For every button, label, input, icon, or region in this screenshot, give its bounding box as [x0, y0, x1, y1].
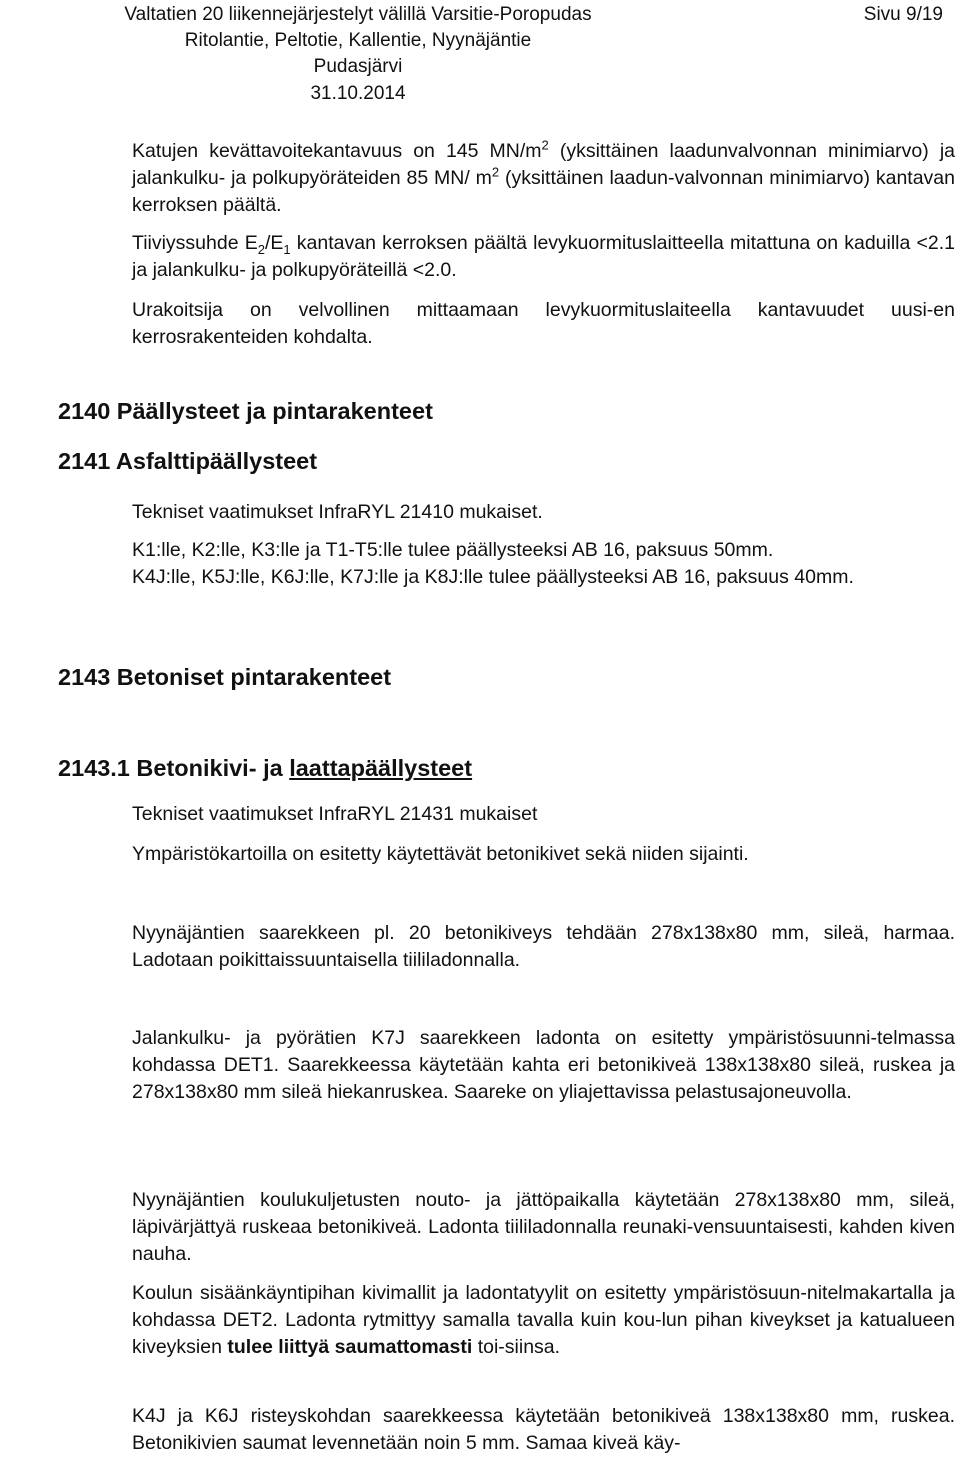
paragraph-2143-school-entrance: Koulun sisäänkäyntipihan kivimallit ja ladontatyylit on esitetty ympäristösuun-nitelmakartalla ja kohdassa DET2. Ladonta rytmittyy samalla tavalla kuin kou-lun pihan kiveykset ja katualueen kiveyksien tulee liittyä saumattomasti toi-siinsa. [132, 1282, 955, 1358]
paragraph-2141-k4j-k8j: K4J:lle, K5J:lle, K6J:lle, K7J:lle ja K8J:lle tulee päällysteeksi AB 16, paksuus 40mm. [132, 566, 854, 588]
doc-date: 31.10.2014 [310, 83, 406, 104]
paragraph-2143-requirements: Tekniset vaatimukset InfraRYL 21431 mukaiset [132, 803, 538, 825]
paragraph-2143-school-transport: Nyynäjäntien koulukuljetusten nouto- ja jättöpaikalla käytetään 278x138x80 mm, sileä, läpivärjättyä ruskeaa betonikiveä. Ladonta tiililadonnalla reunaki-vensuuntaisesti, kahden kiven nauha. [132, 1189, 955, 1265]
heading-2143: 2143 Betoniset pintarakenteet [58, 664, 392, 690]
heading-2140: 2140 Päällysteet ja pintarakenteet [58, 398, 433, 424]
page-number: Sivu 9/19 [863, 4, 943, 25]
doc-title-line3: Pudasjärvi [313, 56, 403, 77]
paragraph-bearing-capacity: Katujen kevättavoitekantavuus on 145 $MN/m^2$ (yksittäinen laadunvalvonnan minimiarvo) ja jalankulku- ja polkupyöräteiden 85 MN/ $m^2$ (yksittäinen laadun-valvonnan minimiarvo) kantavan kerroksen päältä. [132, 137, 955, 216]
doc-title-line2: Ritolantie, Peltotie, Kallentie, Nyynäjäntie [184, 30, 532, 51]
paragraph-2143-maps: Ympäristökartoilla on esitetty käytettävät betonikivet sekä niiden sijainti. [132, 843, 749, 865]
paragraph-2143-k4j-k6j: K4J ja K6J risteyskohdan saarekkeessa käytetään betonikiveä 138x138x80 mm, ruskea. Betonikivien saumat levennetään noin 5 mm. Samaa kiveä käy- [132, 1405, 955, 1454]
paragraph-2143-k7j-island: Jalankulku- ja pyörätien K7J saarekkeen ladonta on esitetty ympäristösuunni-telmassa kohdassa DET1. Saarekkeessa käytetään kahta eri betonikiveä 138x138x80 sileä, ruskea ja 278x138x80 mm sileä hiekanruskea. Saareke on yliajettavissa pelastusajoneuvolla. [132, 1027, 955, 1103]
paragraph-2141-requirements: Tekniset vaatimukset InfraRYL 21410 mukaiset. [132, 501, 543, 523]
paragraph-compaction-ratio: Tiiviyssuhde $E_2/E_1$ kantavan kerroksen päältä levykuormituslaitteella mitattuna on kaduilla <2.1 ja jalankulku- ja polkupyöräteillä <2.0. [132, 232, 955, 281]
heading-2143-1: 2143.1 Betonikivi- ja laattapäällysteet [58, 755, 473, 781]
paragraph-contractor-obligation: Urakoitsija on velvollinen mittaamaan levykuormituslaiteella kantavuudet uusi-en kerrosrakenteiden kohdalta. [132, 299, 955, 348]
paragraph-2141-k1-k3: K1:lle, K2:lle, K3:lle ja T1-T5:lle tulee päällysteeksi AB 16, paksuus 50mm. [132, 539, 774, 561]
paragraph-2143-nyynajantie-island: Nyynäjäntien saarekkeen pl. 20 betonikiveys tehdään 278x138x80 mm, sileä, harmaa. Ladotaan poikittaissuuntaisella tiililadonnalla. [132, 922, 955, 971]
heading-2141: 2141 Asfalttipäällysteet [58, 448, 318, 474]
doc-title-line1: Valtatien 20 liikennejärjestelyt välillä Varsitie-Poropudas [124, 4, 592, 25]
